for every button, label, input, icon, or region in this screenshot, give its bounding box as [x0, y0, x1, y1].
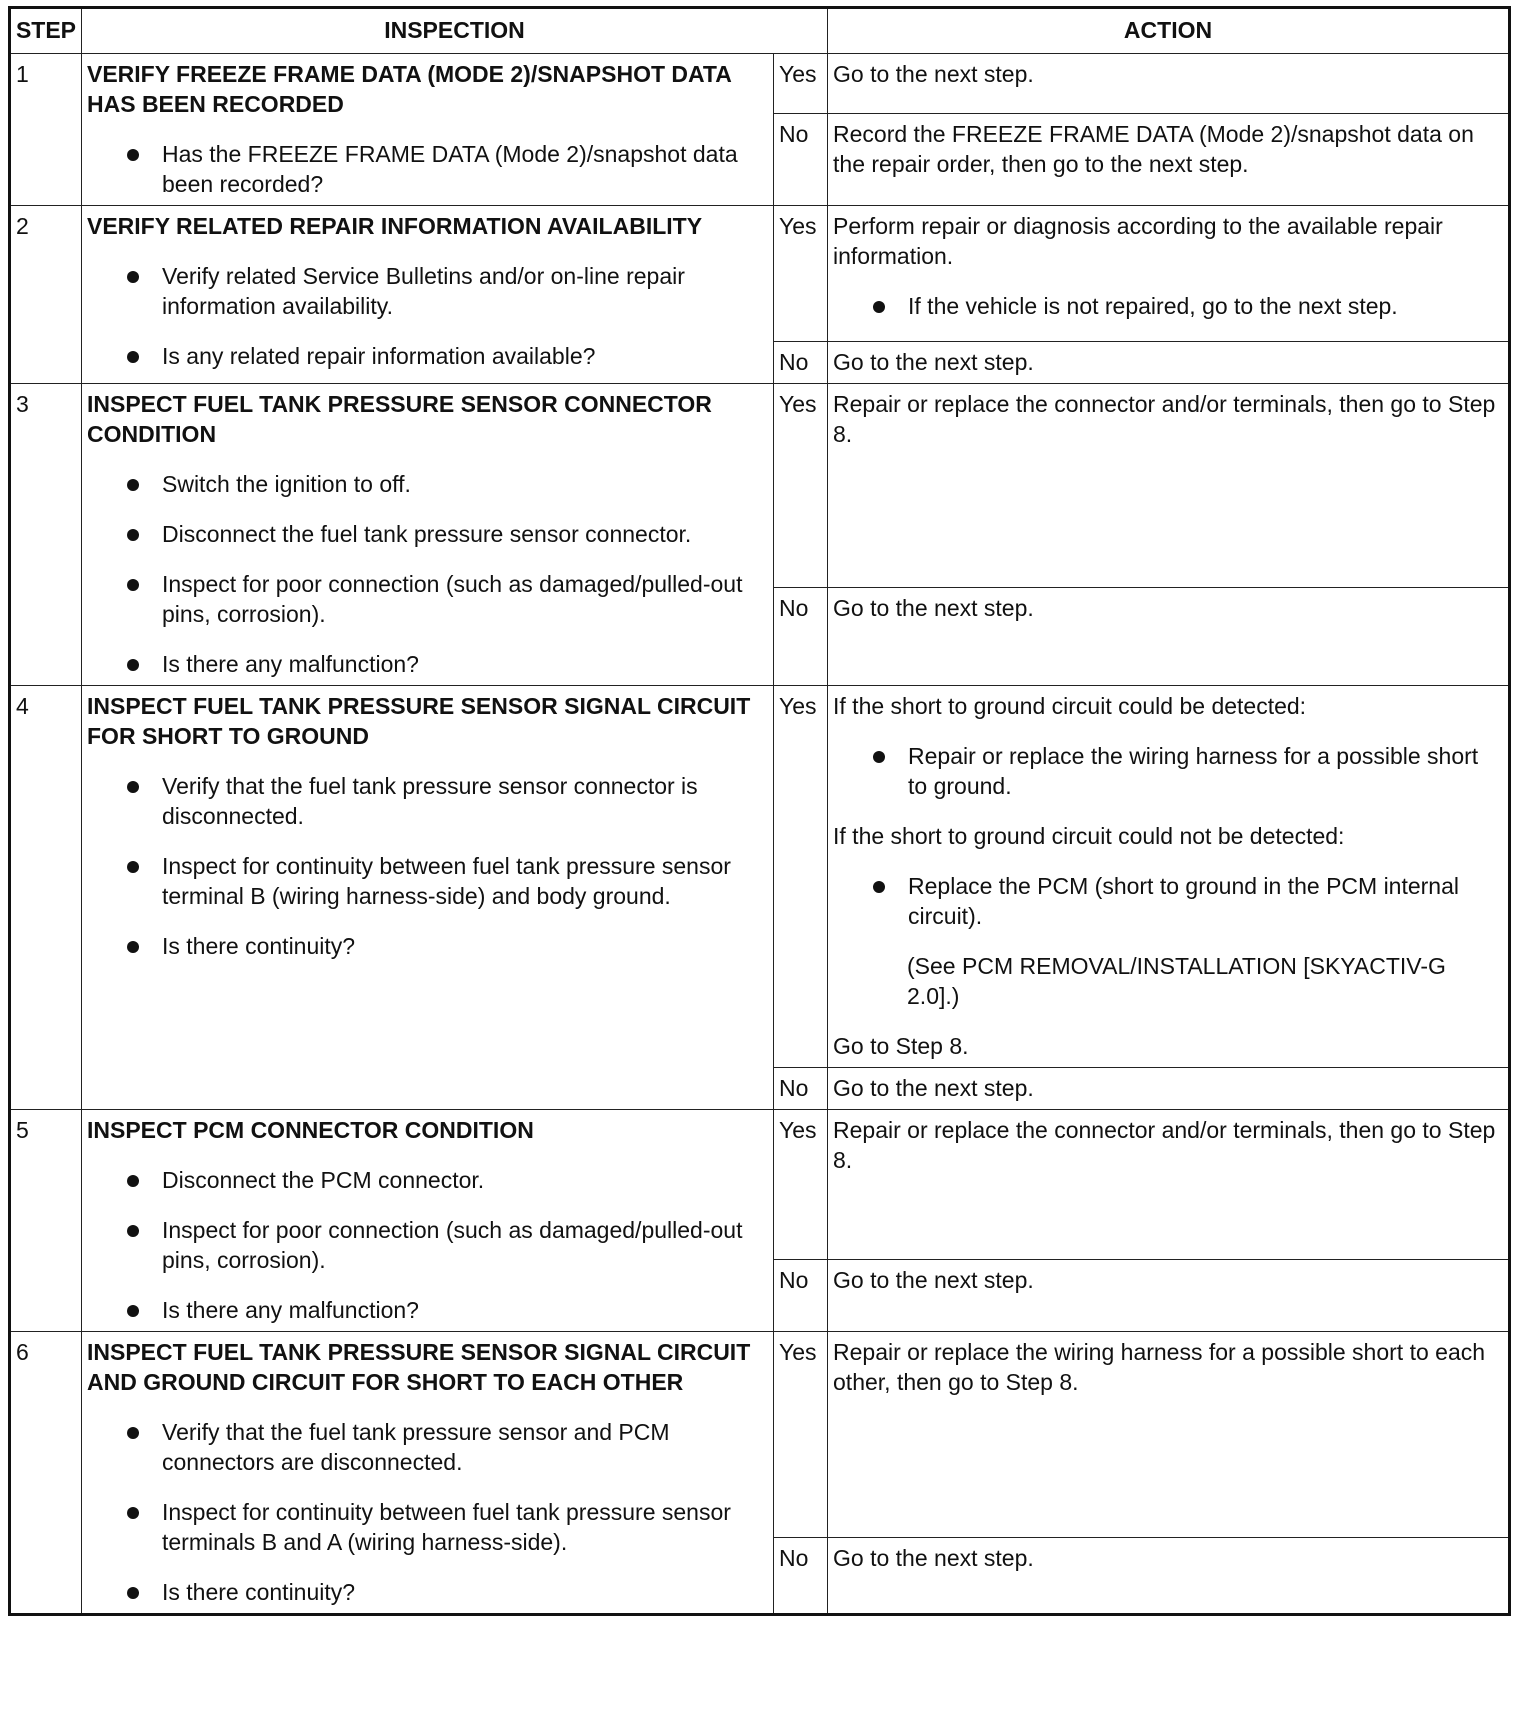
step-4-yes-row [10, 686, 1510, 1068]
inspection-bullets [87, 771, 768, 961]
yes-action [828, 384, 1510, 588]
step-title: INSPECT FUEL TANK PRESSURE SENSOR SIGNAL CIRCUIT AND GROUND CIRCUIT FOR SHORT TO EACH OTHER [87, 1339, 751, 1395]
inspection-bullets [87, 261, 768, 371]
action-bullets [833, 741, 1503, 801]
bullet-item [87, 1165, 768, 1195]
table-header-row [10, 8, 1510, 54]
no-action [828, 1538, 1510, 1615]
action-text: Record the FREEZE FRAME DATA (Mode 2)/snapshot data on the repair order, then go to the next step. [833, 121, 1474, 177]
no-label: No [774, 1538, 828, 1615]
bullet-text: Replace the PCM (short to ground in the PCM internal circuit). [908, 873, 1460, 929]
step-inspection [82, 686, 774, 1110]
yes-label: Yes [774, 686, 828, 1068]
bullet-icon [127, 1507, 139, 1519]
bullet-text: Is there any malfunction? [162, 1297, 419, 1323]
bullet-text: Inspect for poor connection (such as damaged/pulled-out pins, corrosion). [162, 571, 743, 627]
yes-label: Yes [774, 384, 828, 588]
no-action [828, 1260, 1510, 1332]
step-inspection [82, 206, 774, 384]
bullet-icon [127, 1427, 139, 1439]
yes-action [828, 54, 1510, 114]
no-label: No [774, 588, 828, 686]
action-bullets [833, 871, 1503, 931]
bullet-text: Verify related Service Bulletins and/or on-line repair information availability. [162, 263, 685, 319]
bullet-text: Inspect for continuity between fuel tank pressure sensor terminal B (wiring harness-side) and body ground. [162, 853, 731, 909]
bullet-text: Is there continuity? [162, 933, 356, 959]
bullet-text: Is there continuity? [162, 1579, 356, 1605]
bullet-item [87, 931, 768, 961]
bullet-item [87, 1295, 768, 1325]
step-1-yes-row [10, 54, 1510, 114]
bullet-text: Disconnect the PCM connector. [162, 1167, 485, 1193]
bullet-icon [873, 881, 885, 893]
bullet-text: Verify that the fuel tank pressure sensor connector is disconnected. [162, 773, 698, 829]
action-text: Go to the next step. [833, 1545, 1034, 1571]
bullet-text: Disconnect the fuel tank pressure sensor connector. [162, 521, 692, 547]
bullet-text: If the vehicle is not repaired, go to the next step. [908, 293, 1398, 319]
bullet-item [87, 851, 768, 911]
bullet-item [87, 1215, 768, 1275]
bullet-icon [127, 781, 139, 793]
bullet-icon [127, 529, 139, 541]
yes-label: Yes [774, 1332, 828, 1538]
yes-action [828, 1332, 1510, 1538]
diagnostic-procedure-document [8, 6, 1508, 1616]
action-text: Repair or replace the connector and/or terminals, then go to Step 8. [833, 1117, 1496, 1173]
bullet-item [833, 871, 1503, 931]
step-number: 6 [10, 1332, 82, 1615]
action-text: Repair or replace the connector and/or terminals, then go to Step 8. [833, 391, 1496, 447]
no-label: No [774, 1260, 828, 1332]
action-text: Repair or replace the wiring harness for a possible short to each other, then go to Step 8. [833, 1339, 1486, 1395]
step-title: INSPECT FUEL TANK PRESSURE SENSOR CONNECTOR CONDITION [87, 391, 712, 447]
header-action: ACTION [828, 8, 1510, 54]
bullet-text: Inspect for poor connection (such as damaged/pulled-out pins, corrosion). [162, 1217, 743, 1273]
inspection-bullets [87, 1417, 768, 1607]
bullet-item [87, 649, 768, 679]
bullet-icon [873, 301, 885, 313]
bullet-item [87, 261, 768, 321]
step-number: 1 [10, 54, 82, 206]
step-inspection [82, 1332, 774, 1615]
action-bullets [833, 291, 1503, 321]
header-inspection: INSPECTION [82, 8, 828, 54]
no-action [828, 342, 1510, 384]
diagnostic-table [8, 6, 1511, 1616]
bullet-text: Repair or replace the wiring harness for a possible short to ground. [908, 743, 1479, 799]
bullet-item [87, 341, 768, 371]
bullet-icon [127, 479, 139, 491]
bullet-icon [127, 579, 139, 591]
step-number: 3 [10, 384, 82, 686]
bullet-item [87, 469, 768, 499]
action-text: Go to the next step. [833, 61, 1034, 87]
bullet-item [87, 139, 768, 199]
bullet-icon [127, 941, 139, 953]
bullet-text: Verify that the fuel tank pressure sensor and PCM connectors are disconnected. [162, 1419, 670, 1475]
bullet-text: Switch the ignition to off. [162, 471, 411, 497]
bullet-icon [127, 271, 139, 283]
action-text: Go to the next step. [833, 595, 1034, 621]
step-inspection [82, 54, 774, 206]
bullet-item [87, 569, 768, 629]
step-number: 2 [10, 206, 82, 384]
step-inspection [82, 1110, 774, 1332]
action-text: Go to the next step. [833, 349, 1034, 375]
bullet-item [87, 771, 768, 831]
yes-label: Yes [774, 54, 828, 114]
step-6-yes-row [10, 1332, 1510, 1538]
bullet-item [87, 519, 768, 549]
bullet-icon [127, 149, 139, 161]
step-5-yes-row [10, 1110, 1510, 1260]
action-text: Go to the next step. [833, 1267, 1034, 1293]
bullet-icon [127, 1305, 139, 1317]
step-number: 5 [10, 1110, 82, 1332]
no-label: No [774, 1068, 828, 1110]
step-2-yes-row [10, 206, 1510, 342]
bullet-icon [127, 1175, 139, 1187]
reference-note: (See PCM REMOVAL/INSTALLATION [SKYACTIV-G 2.0].) [907, 953, 1446, 1009]
step-title: VERIFY FREEZE FRAME DATA (MODE 2)/SNAPSHOT DATA HAS BEEN RECORDED [87, 61, 732, 117]
action-text: Perform repair or diagnosis according to the available repair information. [833, 213, 1443, 269]
yes-label: Yes [774, 206, 828, 342]
bullet-icon [873, 751, 885, 763]
step-number: 4 [10, 686, 82, 1110]
no-action [828, 1068, 1510, 1110]
step-inspection [82, 384, 774, 686]
yes-label: Yes [774, 1110, 828, 1260]
bullet-text: Inspect for continuity between fuel tank pressure sensor terminals B and A (wiring harness-side). [162, 1499, 731, 1555]
bullet-text: Is any related repair information available? [162, 343, 596, 369]
step-title: VERIFY RELATED REPAIR INFORMATION AVAILABILITY [87, 213, 703, 239]
bullet-item [87, 1417, 768, 1477]
bullet-item [833, 741, 1503, 801]
bullet-text: Is there any malfunction? [162, 651, 419, 677]
inspection-bullets [87, 139, 768, 199]
action-text: If the short to ground circuit could not be detected: [833, 823, 1345, 849]
bullet-icon [127, 351, 139, 363]
action-text: Go to the next step. [833, 1075, 1034, 1101]
step-title: INSPECT PCM CONNECTOR CONDITION [87, 1117, 534, 1143]
no-action [828, 588, 1510, 686]
bullet-item [87, 1497, 768, 1557]
action-text: Go to Step 8. [833, 1033, 969, 1059]
yes-action [828, 686, 1510, 1068]
action-text: If the short to ground circuit could be detected: [833, 693, 1307, 719]
bullet-icon [127, 1587, 139, 1599]
inspection-bullets [87, 1165, 768, 1325]
bullet-icon [127, 659, 139, 671]
header-step: STEP [10, 8, 82, 54]
no-label: No [774, 114, 828, 206]
step-title: INSPECT FUEL TANK PRESSURE SENSOR SIGNAL CIRCUIT FOR SHORT TO GROUND [87, 693, 751, 749]
bullet-item [87, 1577, 768, 1607]
no-label: No [774, 342, 828, 384]
bullet-icon [127, 1225, 139, 1237]
bullet-text: Has the FREEZE FRAME DATA (Mode 2)/snapshot data been recorded? [162, 141, 738, 197]
step-3-yes-row [10, 384, 1510, 588]
bullet-item [833, 291, 1503, 321]
yes-action [828, 1110, 1510, 1260]
inspection-bullets [87, 469, 768, 679]
yes-action [828, 206, 1510, 342]
bullet-icon [127, 861, 139, 873]
no-action [828, 114, 1510, 206]
